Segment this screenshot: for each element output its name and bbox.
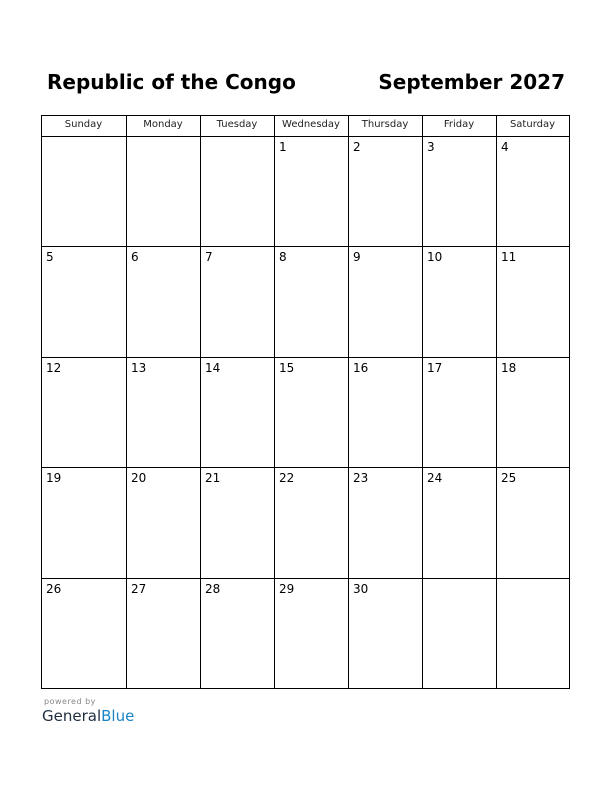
- day-number: 21: [205, 471, 221, 485]
- day-number: 30: [353, 582, 369, 596]
- day-cell-14: [200, 357, 275, 468]
- day-number: 6: [131, 250, 139, 264]
- day-number: 20: [131, 471, 147, 485]
- day-number: 25: [501, 471, 517, 485]
- day-cell-30: [348, 578, 423, 689]
- weekday-header-thursday: Thursday: [348, 115, 423, 137]
- day-number: 1: [279, 140, 287, 154]
- day-cell-22: [274, 467, 349, 579]
- weekday-header-friday: Friday: [422, 115, 497, 137]
- day-cell-27: [126, 578, 201, 689]
- day-cell-12: [41, 357, 127, 468]
- day-cell-18: [496, 357, 570, 468]
- day-cell-6: [126, 246, 201, 358]
- footer-branding: [42, 697, 134, 725]
- day-number: 5: [46, 250, 54, 264]
- day-number: 29: [279, 582, 295, 596]
- weekday-header-wednesday: Wednesday: [274, 115, 349, 137]
- day-cell-15: [274, 357, 349, 468]
- day-cell-3: [422, 136, 497, 247]
- powered-by-label: powered by: [44, 697, 96, 706]
- day-number: 4: [501, 140, 509, 154]
- day-number: 8: [279, 250, 287, 264]
- brand-logo[interactable]: [42, 707, 134, 725]
- day-cell-21: [200, 467, 275, 579]
- weekday-header-saturday: Saturday: [496, 115, 570, 137]
- day-number: 23: [353, 471, 369, 485]
- day-number: 2: [353, 140, 361, 154]
- day-number: 14: [205, 361, 221, 375]
- weekday-header-tuesday: Tuesday: [200, 115, 275, 137]
- day-cell-19: [41, 467, 127, 579]
- day-number: 18: [501, 361, 517, 375]
- empty-day-cell: [496, 578, 570, 689]
- brand-general-text: General: [42, 707, 102, 725]
- empty-day-cell: [422, 578, 497, 689]
- day-cell-10: [422, 246, 497, 358]
- day-cell-4: [496, 136, 570, 247]
- calendar-header: [41, 68, 571, 100]
- day-number: 28: [205, 582, 221, 596]
- calendar-grid: [41, 115, 570, 688]
- day-number: 16: [353, 361, 369, 375]
- day-cell-1: [274, 136, 349, 247]
- brand-blue-text: Blue: [101, 707, 135, 725]
- weekday-header-sunday: Sunday: [41, 115, 127, 137]
- empty-day-cell: [200, 136, 275, 247]
- month-year-title: September 2027: [378, 70, 565, 94]
- day-cell-11: [496, 246, 570, 358]
- day-cell-5: [41, 246, 127, 358]
- day-cell-2: [348, 136, 423, 247]
- day-cell-25: [496, 467, 570, 579]
- day-cell-28: [200, 578, 275, 689]
- day-number: 22: [279, 471, 295, 485]
- day-cell-9: [348, 246, 423, 358]
- empty-day-cell: [41, 136, 127, 247]
- day-cell-7: [200, 246, 275, 358]
- day-cell-24: [422, 467, 497, 579]
- weekday-header-monday: Monday: [126, 115, 201, 137]
- day-cell-17: [422, 357, 497, 468]
- day-cell-20: [126, 467, 201, 579]
- day-number: 19: [46, 471, 62, 485]
- day-cell-29: [274, 578, 349, 689]
- day-number: 3: [427, 140, 435, 154]
- day-cell-23: [348, 467, 423, 579]
- day-number: 7: [205, 250, 213, 264]
- day-number: 24: [427, 471, 443, 485]
- day-number: 9: [353, 250, 361, 264]
- day-cell-26: [41, 578, 127, 689]
- day-number: 17: [427, 361, 443, 375]
- country-title: Republic of the Congo: [47, 70, 296, 94]
- day-number: 27: [131, 582, 147, 596]
- day-cell-8: [274, 246, 349, 358]
- day-cell-13: [126, 357, 201, 468]
- day-number: 26: [46, 582, 62, 596]
- day-number: 15: [279, 361, 295, 375]
- day-number: 13: [131, 361, 147, 375]
- day-number: 11: [501, 250, 517, 264]
- empty-day-cell: [126, 136, 201, 247]
- day-number: 12: [46, 361, 62, 375]
- day-cell-16: [348, 357, 423, 468]
- day-number: 10: [427, 250, 443, 264]
